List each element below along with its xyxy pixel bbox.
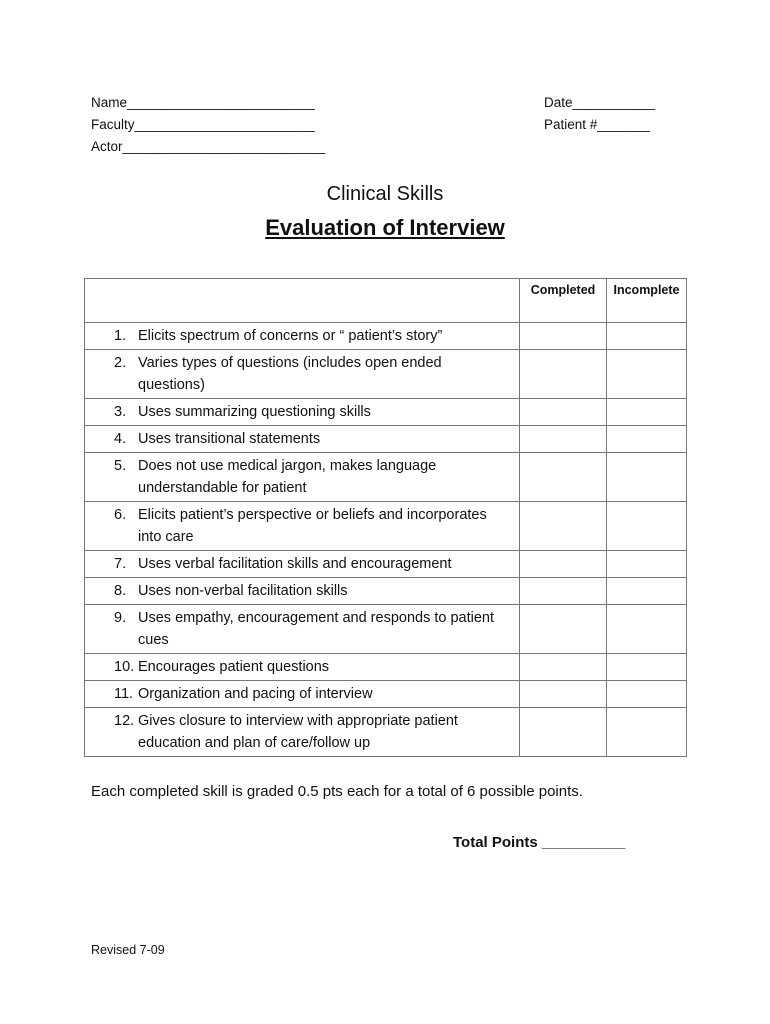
table-row [85, 551, 687, 578]
incomplete-cell[interactable] [607, 681, 687, 708]
skill-cell [85, 350, 520, 399]
name-field[interactable]: Name_________________________ [91, 95, 315, 110]
completed-cell[interactable] [520, 350, 607, 399]
table-row [85, 681, 687, 708]
skill-cell [85, 502, 520, 551]
evaluation-table [84, 278, 687, 757]
actor-field[interactable]: Actor___________________________ [91, 139, 326, 154]
table-row [85, 453, 687, 502]
skill-text: Organization and pacing of interview [138, 686, 373, 702]
skill-text: Encourages patient questions [138, 659, 330, 675]
completed-cell[interactable] [520, 453, 607, 502]
incomplete-cell[interactable] [607, 350, 687, 399]
completed-cell[interactable] [520, 399, 607, 426]
skill-text: Uses empathy, encouragement and responds to patient cues [138, 610, 495, 648]
skill-cell [85, 578, 520, 605]
date-field[interactable]: Date___________ [544, 95, 656, 110]
table-row [85, 708, 687, 757]
skill-cell [85, 708, 520, 757]
skill-number: 8. [114, 583, 127, 599]
total-points-field[interactable]: Total Points __________ [453, 834, 626, 851]
skill-cell [85, 323, 520, 350]
completed-cell[interactable] [520, 578, 607, 605]
header-left [91, 92, 325, 158]
table-row [85, 654, 687, 681]
skill-text: Gives closure to interview with appropriate patient education and plan of care/follow up [138, 713, 458, 751]
patient-number-field[interactable]: Patient #_______ [544, 117, 650, 132]
skill-text: Elicits patient’s perspective or beliefs and incorporates into care [138, 507, 487, 545]
table-row [85, 605, 687, 654]
header-incomplete: Incomplete [607, 279, 687, 323]
skill-number: 7. [114, 556, 127, 572]
skill-number: 5. [114, 458, 127, 474]
incomplete-cell[interactable] [607, 605, 687, 654]
skill-cell [85, 426, 520, 453]
skill-cell [85, 605, 520, 654]
skill-text: Uses non-verbal facilitation skills [138, 583, 348, 599]
skill-cell [85, 551, 520, 578]
revision-note: Revised 7-09 [91, 943, 165, 957]
skill-number: 2. [114, 355, 127, 371]
header-completed: Completed [520, 279, 607, 323]
skill-number: 11. [114, 686, 134, 702]
form-title: Evaluation of Interview [265, 215, 505, 240]
completed-cell[interactable] [520, 323, 607, 350]
incomplete-cell[interactable] [607, 426, 687, 453]
completed-cell[interactable] [520, 654, 607, 681]
incomplete-cell[interactable] [607, 578, 687, 605]
skill-number: 9. [114, 610, 127, 626]
completed-cell[interactable] [520, 708, 607, 757]
header-blank-cell [85, 279, 520, 323]
incomplete-cell[interactable] [607, 654, 687, 681]
skill-cell [85, 654, 520, 681]
skill-cell [85, 453, 520, 502]
incomplete-cell[interactable] [607, 399, 687, 426]
skill-text: Elicits spectrum of concerns or “ patient’s story” [138, 328, 443, 344]
form-subtitle: Clinical Skills [326, 183, 444, 205]
skill-text: Varies types of questions (includes open ended questions) [138, 355, 442, 393]
table-row [85, 502, 687, 551]
skill-cell [85, 681, 520, 708]
skill-number: 10. [114, 659, 135, 675]
table-row [85, 350, 687, 399]
completed-cell[interactable] [520, 426, 607, 453]
skill-text: Uses summarizing questioning skills [138, 404, 371, 420]
completed-cell[interactable] [520, 551, 607, 578]
table-row [85, 578, 687, 605]
completed-cell[interactable] [520, 502, 607, 551]
skill-number: 6. [114, 507, 127, 523]
skill-number: 3. [114, 404, 127, 420]
table-header-row [85, 279, 687, 323]
table-body [85, 323, 687, 757]
skill-number: 4. [114, 431, 127, 447]
faculty-field[interactable]: Faculty________________________ [91, 117, 315, 132]
incomplete-cell[interactable] [607, 453, 687, 502]
incomplete-cell[interactable] [607, 323, 687, 350]
skill-text: Does not use medical jargon, makes language understandable for patient [138, 458, 437, 496]
skill-number: 12. [114, 713, 135, 729]
incomplete-cell[interactable] [607, 708, 687, 757]
grading-note: Each completed skill is graded 0.5 pts each for a total of 6 possible points. [91, 783, 583, 800]
table-row [85, 399, 687, 426]
table-row [85, 323, 687, 350]
skill-cell [85, 399, 520, 426]
skill-number: 1. [114, 328, 127, 344]
completed-cell[interactable] [520, 605, 607, 654]
skill-text: Uses verbal facilitation skills and encouragement [138, 556, 452, 572]
table-row [85, 426, 687, 453]
completed-cell[interactable] [520, 681, 607, 708]
skill-text: Uses transitional statements [138, 431, 321, 447]
header-right [544, 92, 655, 136]
incomplete-cell[interactable] [607, 502, 687, 551]
incomplete-cell[interactable] [607, 551, 687, 578]
